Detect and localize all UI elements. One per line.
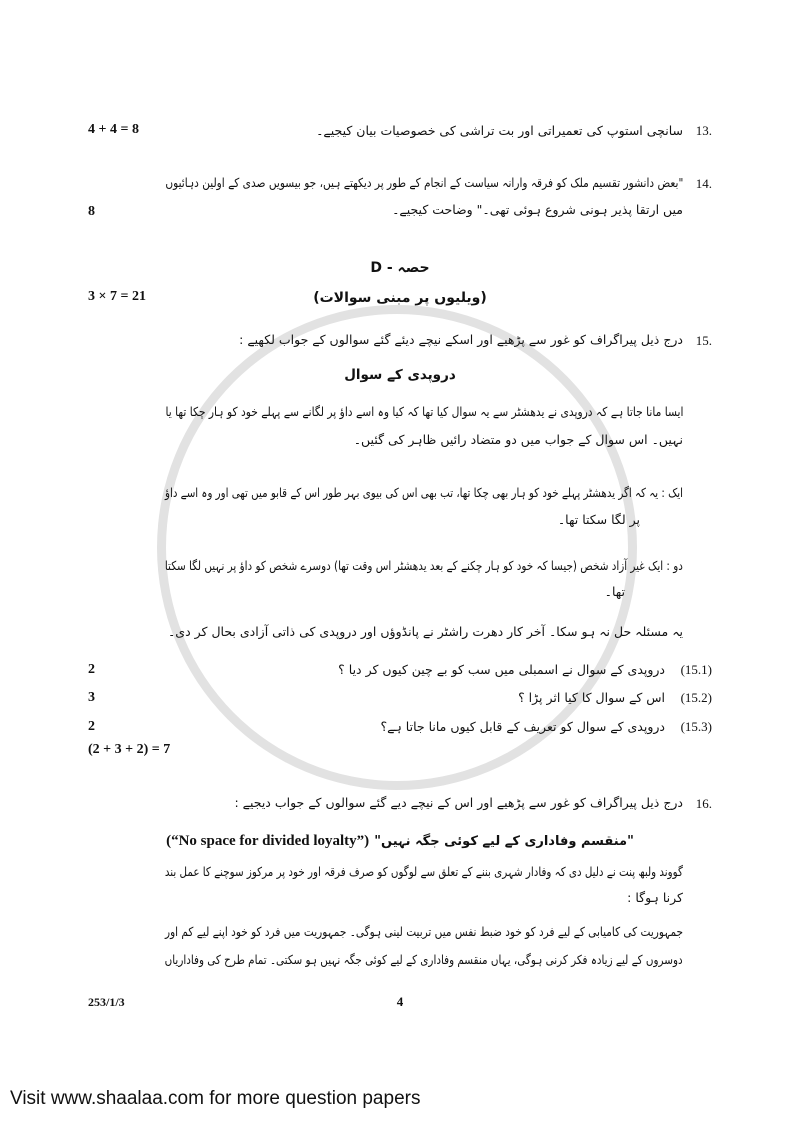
question-16-number: 16. — [695, 796, 712, 811]
question-16-instruction: درج ذیل پیراگراف کو غور سے پڑھیے اور اس کے نیچے دیے گئے سوالوں کے جواب دیجیے : — [234, 795, 683, 810]
page-number: 4 — [396, 994, 404, 1009]
section-marks: 3 × 7 = 21 — [88, 289, 146, 304]
question-13-number: 13. — [695, 123, 712, 138]
section-title: حصہ - D — [370, 260, 430, 276]
paper-code: 253/1/3 — [88, 995, 125, 1009]
question-16-heading — [0, 830, 800, 850]
q16-para-1-line-2: کرنا ہوگا : — [627, 890, 683, 905]
q15-3-text: دروپدی کے سوال کو تعریف کے قابل کیوں مانا جاتا ہے؟ — [380, 719, 665, 734]
question-14-number: 14. — [695, 176, 712, 191]
question-15-instruction: درج ذیل پیراگراف کو غور سے پڑھیے اور اسکے نیچے دیئے گئے سوالوں کے جواب لکھیے : — [239, 332, 683, 347]
q16-para-1-line-1: گووند ولبھ پنت نے دلیل دی کہ وفادار شہری بننے کے تعلق سے لوگوں کو صرف فرقہ اور خود پر مرکوز سوچنے کا عمل بند — [164, 864, 683, 879]
question-14-line-1: "بعض دانشور تقسیم ملک کو فرقہ وارانہ سیاست کے انجام کے طور پر دیکھتے ہیں، جو بیسویں صدی کے اولین دہائیوں — [165, 175, 683, 190]
q15-para-1-line-2: نہیں۔ اس سوال کے جواب میں دو متضاد رائیں ظاہر کی گئیں۔ — [353, 432, 683, 447]
q16-para-2-line-1: جمہوریت کی کامیابی کے لیے فرد کو خود ضبط نفس میں تربیت لینی ہوگی۔ جمہوریت میں فرد کو خود اپنے لیے کم اور — [164, 924, 683, 939]
question-14-line-2: میں ارتقا پذیر ہونی شروع ہوئی تھی۔" وضاحت کیجیے۔ — [392, 202, 683, 217]
q15-para-2-line-1: ایک : یہ کہ اگر یدھشٹر پہلے خود کو ہار بھی چکا تھا، تب بھی اس کی بیوی بہر طور اس کے قابو میں تھی اور وہ اسے داؤ — [165, 485, 683, 500]
q16-para-2-line-2: دوسروں کے لیے زیادہ فکر کرنی ہوگی، یہاں منقسم وفاداری کے لیے کوئی جگہ نہیں ہو سکتی۔ تمام طرح کی وفاداریاں — [165, 952, 683, 967]
question-15-heading: دروپدی کے سوال — [344, 367, 456, 383]
q15-total-marks: (2 + 3 + 2) = 7 — [88, 742, 171, 757]
heading-english: (“No space for divided loyalty”) — [166, 833, 370, 849]
q15-2-marks: 3 — [88, 690, 95, 705]
question-15-number: 15. — [695, 333, 712, 348]
q15-3-number: (15.3) — [680, 719, 712, 734]
q15-para-4: یہ مسئلہ حل نہ ہو سکا۔ آخر کار دھرت راشٹر نے پانڈوؤں اور دروپدی کی ذاتی آزادی بحال کر دی۔ — [167, 624, 683, 639]
q15-para-2-line-2: پر لگا سکتا تھا۔ — [557, 512, 640, 527]
q15-2-text: اس کے سوال کا کیا اثر پڑا ؟ — [518, 690, 665, 705]
q15-1-number: (15.1) — [680, 662, 712, 677]
section-subtitle: (ویلیوں پر مبنی سوالات) — [313, 290, 487, 306]
question-13-marks: 4 + 4 = 8 — [88, 122, 139, 137]
site-footer-link[interactable]: Visit www.shaalaa.com for more question papers — [10, 1088, 421, 1109]
q15-3-marks: 2 — [88, 719, 95, 734]
question-13-text: سانچی استوپ کی تعمیراتی اور بت تراشی کی خصوصیات بیان کیجیے۔ — [316, 123, 683, 138]
q15-1-text: دروپدی کے سوال نے اسمبلی میں سب کو بے چین کیوں کر دیا ؟ — [338, 662, 665, 677]
q15-para-3-line-2: تھا۔ — [604, 584, 625, 599]
q15-para-1-line-1: ایسا مانا جاتا ہے کہ دروپدی نے یدھشٹر سے یہ سوال کیا تھا کہ کیا وہ اسے داؤ پر لگانے سے پہلے خود کو ہار چکا تھا یا — [164, 404, 683, 419]
q15-para-3-line-1: دو : ایک غیر آزاد شخص (جیسا کہ خود کو ہار چکنے کے بعد یدھشٹر اس وقت تھا) دوسرے شخص کو داؤ پر نہیں لگا سکتا — [165, 558, 683, 573]
question-14-marks: 8 — [88, 204, 95, 219]
q15-2-number: (15.2) — [680, 690, 712, 705]
heading-urdu: "منقسم وفاداری کے لیے کوئی جگہ نہیں" — [374, 834, 634, 849]
q15-1-marks: 2 — [88, 662, 95, 677]
